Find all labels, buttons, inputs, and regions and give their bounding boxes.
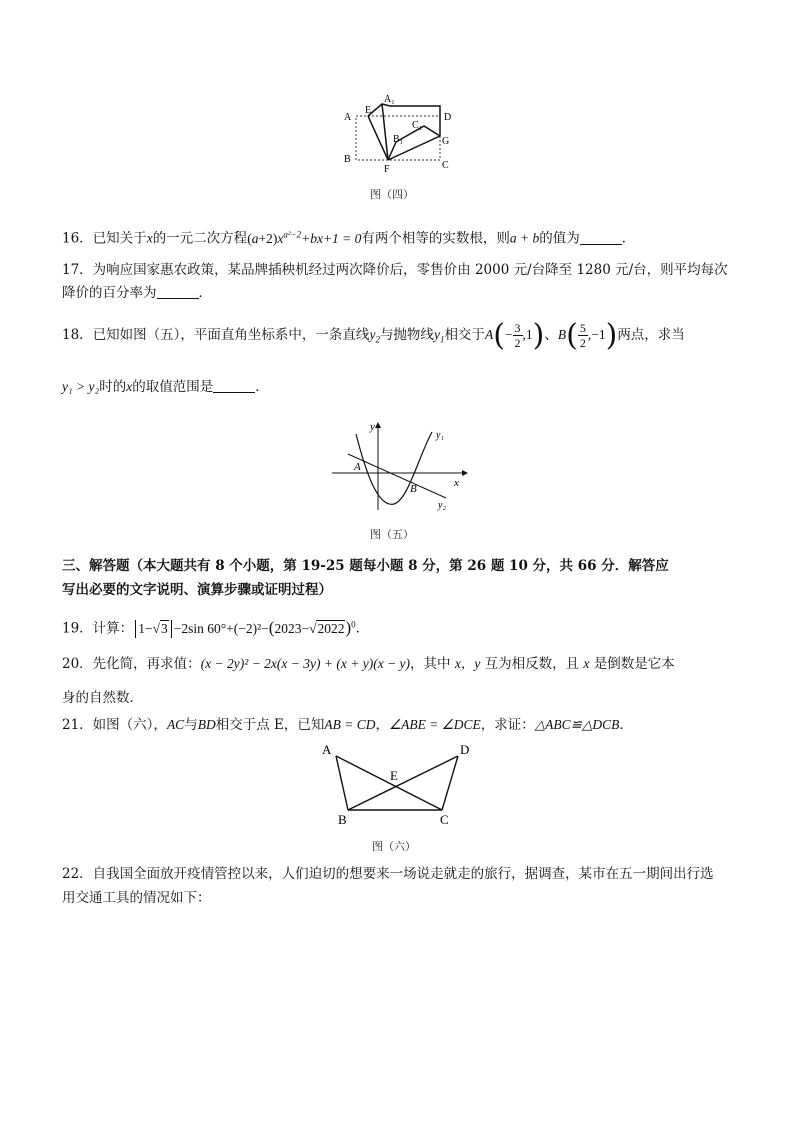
- fig5-y-arrow: [375, 422, 381, 428]
- fig6-line-dc: [442, 756, 458, 810]
- fig4-label-c1: C₁: [412, 120, 423, 131]
- fig6-label-b: B: [338, 812, 347, 827]
- fig6-label-e: E: [390, 768, 398, 783]
- fig4-label-g: G: [442, 136, 450, 147]
- question-20-line2: 身的自然数．: [62, 690, 143, 706]
- question-22: 22．自我国全面放开疫情管控以来，人们迫切的想要来一场说走就走的旅行，据调查，某市在五一期间出行选: [62, 866, 714, 882]
- fig5-line-y2: [348, 454, 446, 498]
- fig4-label-b1: B₁: [393, 134, 404, 145]
- q20-expression: (x − 2y)² − 2x(x − 3y) + (x + y)(x − y): [200, 656, 411, 671]
- fig6-line-db: [348, 756, 458, 810]
- fig5-label-b: B: [410, 483, 417, 495]
- fig6-label-d: D: [460, 742, 470, 757]
- question-16: 16．已知关于x的一元二次方程$(a+2)x^{a^2-2}+bx+1 = 0$有两个相等的实数根，则a + b的值为 ．: [62, 229, 636, 247]
- section-3-heading-line2: 写出必要的文字说明、演算步骤或证明过程）: [62, 582, 332, 598]
- fig5-label-x: x: [454, 477, 459, 489]
- question-19: 19．计算： 1−√3 −2sin $60^\circ+(-2)^2-(2023-√2022)^0$．: [62, 617, 370, 637]
- fig5-parabola-y1: [356, 432, 432, 504]
- question-18: 18．已知如图（五），平面直角坐标系中，一条直线$y_2$与抛物线$y_1$相交于A(− $\frac{3}{2}$ ,1)、B( $\frac{5}{2}$ ,−1)两点，求当: [62, 317, 685, 353]
- fig5-x-arrow: [462, 470, 468, 476]
- q17-answer-blank[interactable]: [157, 284, 199, 299]
- fig6-label-c: C: [440, 812, 449, 827]
- figure-4: [340, 92, 460, 180]
- fig4-label-c: C: [442, 160, 449, 171]
- fig4-label-a1: A₁: [384, 94, 395, 105]
- point-b: B( $\frac{5}{2}$ ,−1): [557, 317, 618, 353]
- fig4-label-f: F: [384, 164, 390, 175]
- question-17-line2: 降价的百分率为 ．: [62, 285, 212, 301]
- fig6-line-ab: [336, 756, 348, 810]
- question-17: 17．为响应国家惠农政策，某品牌插秧机经过两次降价后，零售价由 2000 元/台降至 1280 元/台，则平均每次: [62, 262, 728, 278]
- fig5-label-a: A: [354, 461, 361, 473]
- q16-equation: $(a+2)x^{a^2-2}+bx+1 = 0$: [247, 229, 362, 246]
- q18-answer-blank[interactable]: [213, 378, 255, 393]
- fig5-caption: 图（五）: [370, 528, 414, 541]
- section-3-heading: 三、解答题（本大题共有 8 个小题，第 19-25 题每小题 8 分，第 26 题 10 分，共 66 分．解答应: [62, 558, 669, 574]
- point-a: A(− $\frac{3}{2}$ ,1): [484, 317, 545, 353]
- fig4-label-d: D: [444, 112, 452, 123]
- fig6-line-ac: [336, 756, 442, 810]
- fig4-line-e-a1: [368, 104, 390, 116]
- fig6-label-a: A: [322, 742, 332, 757]
- fig5-label-y2: y₂: [438, 500, 446, 511]
- question-20: 20．先化简，再求值：(x − 2y)² − 2x(x − 3y) + (x + y)(x − y)，其中 x，y 互为相反数，且 x 是倒数是它本: [62, 656, 675, 672]
- q16-answer-blank[interactable]: [580, 230, 622, 245]
- q19-expression: 1−√3 −2sin $60^\circ+(-2)^2-(2023-√2022)^0$: [133, 621, 355, 636]
- figure-6: [318, 740, 478, 830]
- figure-5: [328, 418, 472, 512]
- question-18-line2: y₁ > y₂时的x的取值范围是 ．: [62, 379, 269, 395]
- question-22-line2: 用交通工具的情况如下：: [62, 890, 211, 906]
- fig5-label-y1: y₁: [436, 430, 444, 441]
- fig6-caption: 图（六）: [372, 840, 416, 853]
- question-21: 21．如图（六），AC与BD相交于点 E，已知AB = CD，∠ABE = ∠DCE，求证：△ABC≌△DCB．: [62, 717, 633, 733]
- fig5-label-y: y: [370, 421, 375, 433]
- fig4-caption: 图（四）: [370, 188, 414, 201]
- fig4-label-b: B: [344, 154, 351, 165]
- fig4-label-e: E: [365, 105, 372, 116]
- fig4-label-a: A: [344, 112, 352, 123]
